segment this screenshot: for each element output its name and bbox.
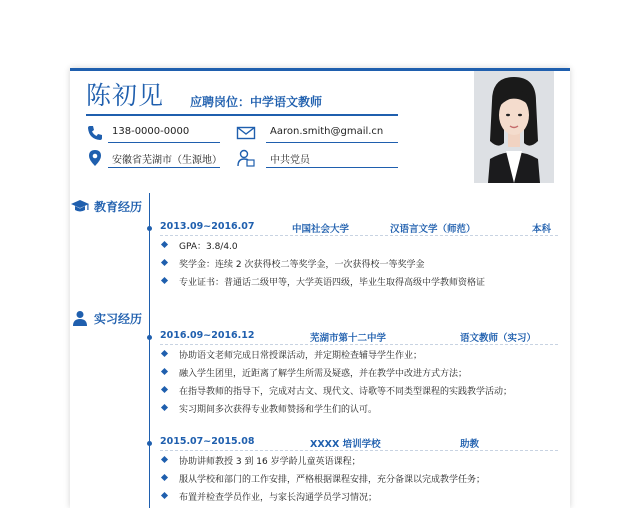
phone-underline [108, 142, 220, 143]
job-org: 芜湖市第十二中学 [310, 333, 387, 344]
job-org: XXXX 培训学校 [310, 439, 381, 450]
mail-icon [236, 124, 254, 142]
politics-value: 中共党员 [270, 155, 310, 166]
job-role: 语文教师（实习） [460, 333, 537, 344]
email-underline [266, 142, 398, 143]
education-major: 汉语言文学（师范） [390, 224, 476, 235]
name-underline [86, 114, 398, 116]
timeline-dot [147, 335, 152, 340]
bullet-diamond [161, 474, 168, 481]
job-period: 2016.09~2016.12 [160, 330, 255, 341]
education-header [160, 221, 558, 235]
education-school: 中国社会大学 [292, 224, 350, 235]
timeline-dot [147, 441, 152, 446]
bullet-diamond [161, 492, 168, 499]
phone-value: 138-0000-0000 [112, 126, 190, 137]
person-icon [70, 310, 90, 326]
dashed-separator [160, 235, 558, 236]
bullet-diamond [161, 259, 168, 266]
education-title: 教育经历 [94, 200, 143, 214]
location-pin-icon [86, 149, 104, 167]
location-underline [108, 167, 220, 168]
candidate-name: 陈初见 [86, 81, 165, 110]
dashed-separator [160, 344, 558, 345]
bullet-diamond [161, 386, 168, 393]
email-value: Aaron.smith@gmail.cn [270, 126, 384, 137]
job-header [160, 436, 558, 450]
job-role: 助教 [460, 439, 480, 450]
bullet-diamond [161, 350, 168, 357]
graduation-cap-icon [70, 198, 90, 214]
job-period: 2015.07~2015.08 [160, 436, 255, 447]
job-header [160, 330, 558, 344]
internship-title: 实习经历 [94, 312, 143, 326]
phone-icon [86, 124, 104, 142]
bullet-diamond [161, 277, 168, 284]
bullet-diamond [161, 456, 168, 463]
timeline-line [149, 193, 150, 508]
dashed-separator [160, 450, 558, 451]
location-value: 安徽省芜湖市（生源地） [112, 155, 222, 166]
resume-sheet: 陈初见 应聘岗位：中学语文教师 138-0000-0000 Aaron.smith@gmail.cn 安徽省芜湖市（生源地） 中共党员 教育经历 2013.09~2016.07 中国社会大学 汉语言文学（师范） 本科 GPA：3.8/4.0 奖学金：连续 2 次获得校二等奖学金，一次获得校一等奖学金 专业证书：普通话二级甲等，大学英语四级，毕业生取得高级中学教师资格证 实习经历 2016.09~2016.12 芜湖市第十二中学 语文教师（实习） 协助语文老师完成日常授课活动，并定期检查辅导学生作业； 融入学生团里，近距离了解学生所需及疑惑，并在教学中改进方式方法； 在指导教师的指导下，完成对古文、现代文、诗歌等不同类型课程的实践教学活动； 实习期间多次获得专业教师赞扬和学生们的认可。 2015.07~2015.08 XXXX 培训学校 助教 协助讲师教授 3 到 16 岁学龄儿童英语课程； 服从学校和部门的工作安排，严格根据课程安排，充分备课以完成教学任务； 布置并检查学员作业，与家长沟通学员学习情况； [70, 68, 570, 508]
bullet-diamond [161, 241, 168, 248]
bullet-diamond [161, 368, 168, 375]
bullet-diamond [161, 404, 168, 411]
timeline-dot [147, 226, 152, 231]
profile-photo [474, 71, 554, 183]
education-degree: 本科 [532, 224, 552, 235]
education-period: 2013.09~2016.07 [160, 221, 255, 232]
applied-position: 应聘岗位：中学语文教师 [190, 95, 323, 109]
politics-underline [266, 167, 398, 168]
person-badge-icon [236, 149, 254, 167]
